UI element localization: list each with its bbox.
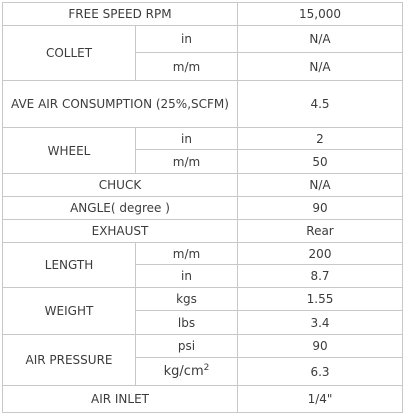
chuck-label: CHUCK bbox=[3, 174, 238, 197]
length-mm-value: 200 bbox=[238, 243, 403, 265]
spec-table bbox=[2, 2, 403, 413]
collet-mm-value: N/A bbox=[238, 53, 403, 81]
table-row bbox=[3, 197, 403, 220]
air-inlet-label: AIR INLET bbox=[3, 386, 238, 413]
weight-kgs-unit: kgs bbox=[136, 288, 238, 311]
free-speed-label: FREE SPEED RPM bbox=[3, 3, 238, 26]
wheel-in-value: 2 bbox=[238, 128, 403, 150]
table-row bbox=[3, 128, 403, 150]
wheel-label: WHEEL bbox=[3, 128, 136, 174]
air-pressure-kgcm2-value: 6.3 bbox=[238, 358, 403, 386]
wheel-mm-unit: m/m bbox=[136, 150, 238, 174]
free-speed-value: 15,000 bbox=[238, 3, 403, 26]
table-row bbox=[3, 220, 403, 243]
angle-label: ANGLE( degree ) bbox=[3, 197, 238, 220]
length-label: LENGTH bbox=[3, 243, 136, 288]
length-in-value: 8.7 bbox=[238, 265, 403, 288]
length-in-unit: in bbox=[136, 265, 238, 288]
exhaust-label: EXHAUST bbox=[3, 220, 238, 243]
weight-lbs-value: 3.4 bbox=[238, 311, 403, 335]
table-row bbox=[3, 243, 403, 265]
wheel-mm-value: 50 bbox=[238, 150, 403, 174]
collet-label: COLLET bbox=[3, 26, 136, 81]
table-row bbox=[3, 174, 403, 197]
weight-label: WEIGHT bbox=[3, 288, 136, 335]
angle-value: 90 bbox=[238, 197, 403, 220]
collet-in-value: N/A bbox=[238, 26, 403, 53]
table-row bbox=[3, 335, 403, 358]
table-row bbox=[3, 26, 403, 53]
table-row bbox=[3, 81, 403, 128]
collet-mm-unit: m/m bbox=[136, 53, 238, 81]
table-row bbox=[3, 386, 403, 413]
air-consumption-value: 4.5 bbox=[238, 81, 403, 128]
weight-kgs-value: 1.55 bbox=[238, 288, 403, 311]
air-pressure-label: AIR PRESSURE bbox=[3, 335, 136, 386]
table-row bbox=[3, 288, 403, 311]
chuck-value: N/A bbox=[238, 174, 403, 197]
air-inlet-value: 1/4" bbox=[238, 386, 403, 413]
weight-lbs-unit: lbs bbox=[136, 311, 238, 335]
exhaust-value: Rear bbox=[238, 220, 403, 243]
air-consumption-label: AVE AIR CONSUMPTION (25%,SCFM) bbox=[3, 81, 238, 128]
air-pressure-psi-unit: psi bbox=[136, 335, 238, 358]
unit-exponent: 2 bbox=[203, 363, 210, 373]
collet-in-unit: in bbox=[136, 26, 238, 53]
air-pressure-psi-value: 90 bbox=[238, 335, 403, 358]
air-pressure-kgcm2-unit bbox=[136, 358, 238, 386]
length-mm-unit: m/m bbox=[136, 243, 238, 265]
kgcm-unit-base: kg/cm bbox=[163, 364, 204, 379]
wheel-in-unit: in bbox=[136, 128, 238, 150]
table-row bbox=[3, 3, 403, 26]
